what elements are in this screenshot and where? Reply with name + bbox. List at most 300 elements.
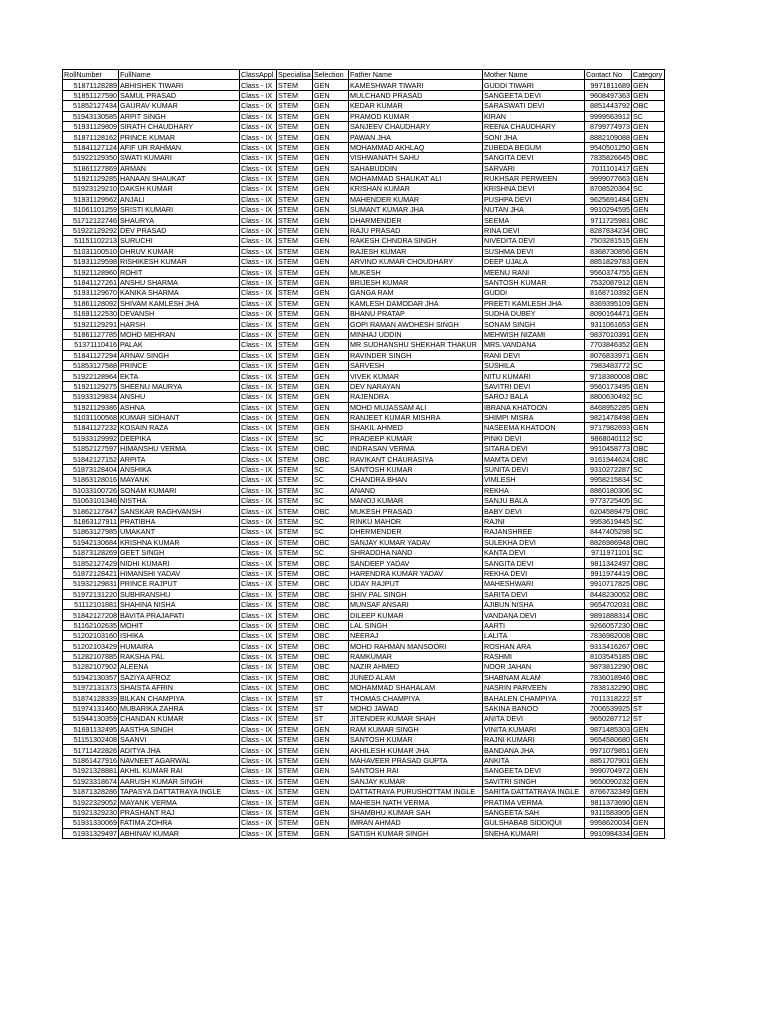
full-name-cell: ARPIT SINGH: [119, 111, 240, 121]
specialisation-cell: STEM: [277, 288, 313, 298]
contact-cell: 8090164471: [585, 308, 632, 318]
selection-cell: SC: [313, 433, 349, 443]
selection-cell: GEN: [313, 101, 349, 111]
table-row: [63, 537, 665, 547]
father-name-cell: SANTOSH KUMAR: [349, 464, 483, 474]
class-cell: Class - IX: [240, 786, 277, 796]
category-cell: OBC: [632, 589, 665, 599]
mother-name-cell: RAJNI KUMARI: [483, 735, 585, 745]
father-name-cell: SATISH KUMAR SINGH: [349, 828, 483, 838]
class-cell: Class - IX: [240, 350, 277, 360]
table-row: [63, 693, 665, 703]
full-name-cell: ANSHU SHARMA: [119, 277, 240, 287]
specialisation-cell: STEM: [277, 683, 313, 693]
class-cell: Class - IX: [240, 662, 277, 672]
father-name-cell: SANJAY KUMAR: [349, 776, 483, 786]
class-cell: Class - IX: [240, 423, 277, 433]
full-name-cell: MAYANK: [119, 475, 240, 485]
father-name-cell: RAM KUMAR SINGH: [349, 724, 483, 734]
full-name-cell: MOHD MEHRAN: [119, 329, 240, 339]
full-name-cell: SHAISTA AFRIN: [119, 683, 240, 693]
roll-number-cell: 51922128964: [63, 371, 119, 381]
table-row: [63, 735, 665, 745]
category-cell: GEN: [632, 277, 665, 287]
selection-cell: GEN: [313, 786, 349, 796]
contact-cell: 8076833971: [585, 350, 632, 360]
father-name-cell: RAVINDER SINGH: [349, 350, 483, 360]
class-cell: Class - IX: [240, 267, 277, 277]
category-cell: SC: [632, 433, 665, 443]
father-name-cell: INDRASAN VERMA: [349, 444, 483, 454]
contact-cell: 8168710392: [585, 288, 632, 298]
mother-name-cell: SUNITA DEVI: [483, 464, 585, 474]
selection-cell: GEN: [313, 776, 349, 786]
category-cell: GEN: [632, 236, 665, 246]
category-cell: OBC: [632, 225, 665, 235]
full-name-cell: ROHIT: [119, 267, 240, 277]
roll-number-cell: 51371110416: [63, 340, 119, 350]
father-name-cell: MAHAVEER PRASAD GUPTA: [349, 755, 483, 765]
father-name-cell: MR SUDHANSHU SHEKHAR THAKUR: [349, 340, 483, 350]
roll-number-cell: 51923318674: [63, 776, 119, 786]
specialisation-cell: STEM: [277, 485, 313, 495]
full-name-cell: HUMAIRA: [119, 641, 240, 651]
specialisation-cell: STEM: [277, 786, 313, 796]
father-name-cell: KEDAR KUMAR: [349, 101, 483, 111]
full-name-cell: GAURAV KUMAR: [119, 101, 240, 111]
contact-cell: 7836018946: [585, 672, 632, 682]
specialisation-cell: STEM: [277, 402, 313, 412]
roll-number-cell: 51202103429: [63, 641, 119, 651]
category-cell: SC: [632, 527, 665, 537]
father-name-cell: VIVEK KUMAR: [349, 371, 483, 381]
category-cell: OBC: [632, 454, 665, 464]
category-cell: GEN: [632, 402, 665, 412]
contact-cell: 8708520364: [585, 184, 632, 194]
father-name-cell: MAHENDER KUMAR: [349, 194, 483, 204]
full-name-cell: ABHISHEK TIWARI: [119, 80, 240, 90]
category-cell: OBC: [632, 558, 665, 568]
table-row: [63, 444, 665, 454]
roll-number-cell: 51151302408: [63, 735, 119, 745]
class-cell: Class - IX: [240, 714, 277, 724]
category-cell: GEN: [632, 766, 665, 776]
specialisation-cell: STEM: [277, 454, 313, 464]
specialisation-cell: STEM: [277, 246, 313, 256]
contact-cell: 9999563912: [585, 111, 632, 121]
selection-cell: OBC: [313, 506, 349, 516]
contact-cell: 9711971101: [585, 547, 632, 557]
table-row: [63, 215, 665, 225]
mother-name-cell: RAJNI: [483, 516, 585, 526]
contact-cell: 9650287712: [585, 714, 632, 724]
full-name-cell: PRATIBHA: [119, 516, 240, 526]
full-name-cell: ALEENA: [119, 662, 240, 672]
mother-name-cell: MEHWISH NIZAMI: [483, 329, 585, 339]
selection-cell: GEN: [313, 194, 349, 204]
class-cell: Class - IX: [240, 464, 277, 474]
roll-number-cell: 51863128016: [63, 475, 119, 485]
selection-cell: OBC: [313, 558, 349, 568]
roll-number-cell: 51931129809: [63, 121, 119, 131]
father-name-cell: SANTOSH KUMAR: [349, 735, 483, 745]
full-name-cell: SHEENU MAURYA: [119, 381, 240, 391]
category-cell: GEN: [632, 828, 665, 838]
class-cell: Class - IX: [240, 475, 277, 485]
table-row: [63, 277, 665, 287]
full-name-cell: MOHIT: [119, 620, 240, 630]
selection-cell: GEN: [313, 371, 349, 381]
selection-cell: GEN: [313, 340, 349, 350]
specialisation-cell: STEM: [277, 568, 313, 578]
table-row: [63, 454, 665, 464]
full-name-cell: HIMANSHU VERMA: [119, 444, 240, 454]
mother-name-cell: AJIBUN NISHA: [483, 599, 585, 609]
table-row: [63, 776, 665, 786]
father-name-cell: SHRADDHA NAND: [349, 547, 483, 557]
father-name-cell: RAMKUMAR: [349, 651, 483, 661]
specialisation-cell: STEM: [277, 412, 313, 422]
mother-name-cell: ROSHAN ARA: [483, 641, 585, 651]
selection-cell: OBC: [313, 672, 349, 682]
father-name-cell: BHANU PRATAP: [349, 308, 483, 318]
roll-number-cell: 51842127152: [63, 454, 119, 464]
table-row: [63, 506, 665, 516]
full-name-cell: SONAM KUMARI: [119, 485, 240, 495]
father-name-cell: RAJU PRASAD: [349, 225, 483, 235]
contact-cell: 9868040112: [585, 433, 632, 443]
class-cell: Class - IX: [240, 236, 277, 246]
class-cell: Class - IX: [240, 392, 277, 402]
category-cell: SC: [632, 184, 665, 194]
contact-cell: 9953619445: [585, 516, 632, 526]
table-row: [63, 298, 665, 308]
class-cell: Class - IX: [240, 90, 277, 100]
specialisation-cell: STEM: [277, 672, 313, 682]
mother-name-cell: PUSHPA DEVI: [483, 194, 585, 204]
selection-cell: GEN: [313, 350, 349, 360]
table-row: [63, 433, 665, 443]
contact-cell: 8882109088: [585, 132, 632, 142]
table-row: [63, 142, 665, 152]
category-cell: GEN: [632, 724, 665, 734]
contact-cell: 8799774973: [585, 121, 632, 131]
selection-cell: OBC: [313, 631, 349, 641]
roll-number-cell: 51061101259: [63, 205, 119, 215]
category-cell: GEN: [632, 142, 665, 152]
class-cell: Class - IX: [240, 620, 277, 630]
selection-cell: GEN: [313, 412, 349, 422]
class-cell: Class - IX: [240, 558, 277, 568]
contact-cell: 8468952285: [585, 402, 632, 412]
mother-name-cell: SARASWATI DEVI: [483, 101, 585, 111]
contact-cell: 9990704972: [585, 766, 632, 776]
roll-number-cell: 51063101346: [63, 496, 119, 506]
category-cell: GEN: [632, 423, 665, 433]
col-category-header: Category: [632, 70, 665, 80]
selection-cell: GEN: [313, 153, 349, 163]
mother-name-cell: REKHA DEVI: [483, 568, 585, 578]
contact-cell: 8766732349: [585, 786, 632, 796]
father-name-cell: SANJEEV CHAUDHARY: [349, 121, 483, 131]
class-cell: Class - IX: [240, 766, 277, 776]
roll-number-cell: 51921128960: [63, 267, 119, 277]
selection-cell: GEN: [313, 80, 349, 90]
selection-cell: GEN: [313, 142, 349, 152]
full-name-cell: DEVANSH: [119, 308, 240, 318]
specialisation-cell: STEM: [277, 392, 313, 402]
specialisation-cell: STEM: [277, 516, 313, 526]
category-cell: GEN: [632, 776, 665, 786]
class-cell: Class - IX: [240, 444, 277, 454]
father-name-cell: SARVESH: [349, 360, 483, 370]
full-name-cell: ARPITA: [119, 454, 240, 464]
table-row: [63, 641, 665, 651]
roll-number-cell: 51863127911: [63, 516, 119, 526]
full-name-cell: ARMAN: [119, 163, 240, 173]
category-cell: GEN: [632, 205, 665, 215]
mother-name-cell: NIVEDITA DEVI: [483, 236, 585, 246]
selection-cell: OBC: [313, 651, 349, 661]
table-row: [63, 111, 665, 121]
table-row: [63, 683, 665, 693]
class-cell: Class - IX: [240, 818, 277, 828]
class-cell: Class - IX: [240, 121, 277, 131]
contact-cell: 9313416267: [585, 641, 632, 651]
father-name-cell: SAHABUDDIN: [349, 163, 483, 173]
specialisation-cell: STEM: [277, 80, 313, 90]
specialisation-cell: STEM: [277, 350, 313, 360]
full-name-cell: SURUCHI: [119, 236, 240, 246]
class-cell: Class - IX: [240, 496, 277, 506]
class-cell: Class - IX: [240, 329, 277, 339]
mother-name-cell: SARVARI: [483, 163, 585, 173]
contact-cell: 9625691484: [585, 194, 632, 204]
contact-cell: 9873812290: [585, 662, 632, 672]
contact-cell: 9958215834: [585, 475, 632, 485]
specialisation-cell: STEM: [277, 641, 313, 651]
contact-cell: 9910717825: [585, 579, 632, 589]
contact-cell: 7011318222: [585, 693, 632, 703]
class-cell: Class - IX: [240, 683, 277, 693]
father-name-cell: DHARMENDER: [349, 215, 483, 225]
table-row: [63, 568, 665, 578]
selection-cell: GEN: [313, 724, 349, 734]
selection-cell: GEN: [313, 308, 349, 318]
selection-cell: GEN: [313, 828, 349, 838]
contact-cell: 8369395109: [585, 298, 632, 308]
roll-number-cell: 51841127261: [63, 277, 119, 287]
table-row: [63, 527, 665, 537]
table-row: [63, 423, 665, 433]
contact-cell: 7503281515: [585, 236, 632, 246]
category-cell: ST: [632, 703, 665, 713]
class-cell: Class - IX: [240, 755, 277, 765]
class-cell: Class - IX: [240, 163, 277, 173]
category-cell: SC: [632, 464, 665, 474]
father-name-cell: LAL SINGH: [349, 620, 483, 630]
mother-name-cell: RUKHSAR PERWEEN: [483, 173, 585, 183]
mother-name-cell: SANGEETA DEVI: [483, 90, 585, 100]
father-name-cell: DHERMENDER: [349, 527, 483, 537]
father-name-cell: SANTOSH RAI: [349, 766, 483, 776]
specialisation-cell: STEM: [277, 589, 313, 599]
specialisation-cell: STEM: [277, 205, 313, 215]
roll-number-cell: 51921329230: [63, 807, 119, 817]
contact-cell: 7838132290: [585, 683, 632, 693]
selection-cell: GEN: [313, 329, 349, 339]
col-rollnumber-header: RollNumber: [63, 70, 119, 80]
table-row: [63, 755, 665, 765]
selection-cell: GEN: [313, 236, 349, 246]
full-name-cell: ANSHIKA: [119, 464, 240, 474]
table-row: [63, 163, 665, 173]
header-row: [63, 70, 665, 80]
contact-cell: 9540501250: [585, 142, 632, 152]
table-row: [63, 786, 665, 796]
category-cell: OBC: [632, 568, 665, 578]
category-cell: OBC: [632, 599, 665, 609]
category-cell: GEN: [632, 163, 665, 173]
class-cell: Class - IX: [240, 703, 277, 713]
specialisation-cell: STEM: [277, 631, 313, 641]
selection-cell: GEN: [313, 225, 349, 235]
selection-cell: OBC: [313, 454, 349, 464]
father-name-cell: MOHAMMAD SHAUKAT ALI: [349, 173, 483, 183]
class-cell: Class - IX: [240, 745, 277, 755]
class-cell: Class - IX: [240, 288, 277, 298]
specialisation-cell: STEM: [277, 444, 313, 454]
mother-name-cell: KANTA DEVI: [483, 547, 585, 557]
class-cell: Class - IX: [240, 142, 277, 152]
selection-cell: GEN: [313, 277, 349, 287]
father-name-cell: PRADEEP KUMAR: [349, 433, 483, 443]
table-row: [63, 194, 665, 204]
category-cell: OBC: [632, 662, 665, 672]
full-name-cell: CHANDAN KUMAR: [119, 714, 240, 724]
table-row: [63, 662, 665, 672]
roll-number-cell: 51863127985: [63, 527, 119, 537]
specialisation-cell: STEM: [277, 797, 313, 807]
father-name-cell: KRISHAN KUMAR: [349, 184, 483, 194]
category-cell: GEN: [632, 121, 665, 131]
selection-cell: OBC: [313, 599, 349, 609]
mother-name-cell: SANTOSH KUMAR: [483, 277, 585, 287]
full-name-cell: HIMANSHI YADAV: [119, 568, 240, 578]
specialisation-cell: STEM: [277, 142, 313, 152]
table-row: [63, 631, 665, 641]
contact-cell: 8851443792: [585, 101, 632, 111]
mother-name-cell: NASRIN PARVEEN: [483, 683, 585, 693]
father-name-cell: RINKU MAHOR: [349, 516, 483, 526]
mother-name-cell: SUDHA DUBEY: [483, 308, 585, 318]
table-row: [63, 818, 665, 828]
father-name-cell: RAKESH CHNDRA SINGH: [349, 236, 483, 246]
selection-cell: GEN: [313, 381, 349, 391]
class-cell: Class - IX: [240, 433, 277, 443]
specialisation-cell: STEM: [277, 662, 313, 672]
roll-number-cell: 51942130357: [63, 672, 119, 682]
selection-cell: GEN: [313, 745, 349, 755]
contact-cell: 9311583905: [585, 807, 632, 817]
mother-name-cell: SAKINA BANOO: [483, 703, 585, 713]
father-name-cell: GOPI RAMAN AWDHESH SINGH: [349, 319, 483, 329]
selection-cell: ST: [313, 703, 349, 713]
roll-number-cell: 51921129291: [63, 319, 119, 329]
table-row: [63, 412, 665, 422]
roll-number-cell: 51861127785: [63, 329, 119, 339]
father-name-cell: ARVIND KUMAR CHOUDHARY: [349, 257, 483, 267]
table-row: [63, 496, 665, 506]
roll-number-cell: 51923129210: [63, 184, 119, 194]
class-cell: Class - IX: [240, 194, 277, 204]
selection-cell: GEN: [313, 267, 349, 277]
specialisation-cell: STEM: [277, 547, 313, 557]
specialisation-cell: STEM: [277, 90, 313, 100]
table-row: [63, 714, 665, 724]
class-cell: Class - IX: [240, 641, 277, 651]
category-cell: GEN: [632, 246, 665, 256]
category-cell: GEN: [632, 288, 665, 298]
full-name-cell: PRINCE: [119, 360, 240, 370]
table-row: [63, 360, 665, 370]
table-row: [63, 90, 665, 100]
mother-name-cell: PRATIMA VERMA: [483, 797, 585, 807]
selection-cell: GEN: [313, 298, 349, 308]
contact-cell: 8860180306: [585, 485, 632, 495]
father-name-cell: IMRAN AHMAD: [349, 818, 483, 828]
selection-cell: GEN: [313, 215, 349, 225]
table-row: [63, 371, 665, 381]
category-cell: ST: [632, 693, 665, 703]
table-row: [63, 381, 665, 391]
roll-number-cell: 51841127124: [63, 142, 119, 152]
full-name-cell: KUMAR SIDHANT: [119, 412, 240, 422]
specialisation-cell: STEM: [277, 319, 313, 329]
category-cell: OBC: [632, 641, 665, 651]
father-name-cell: RAJENDRA: [349, 392, 483, 402]
contact-cell: 9811342497: [585, 558, 632, 568]
category-cell: OBC: [632, 444, 665, 454]
father-name-cell: NEERAJ: [349, 631, 483, 641]
class-cell: Class - IX: [240, 631, 277, 641]
full-name-cell: ANJALI: [119, 194, 240, 204]
specialisation-cell: STEM: [277, 121, 313, 131]
roll-number-cell: 51972131373: [63, 683, 119, 693]
selection-cell: SC: [313, 475, 349, 485]
full-name-cell: EKTA: [119, 371, 240, 381]
mother-name-cell: SONAM SINGH: [483, 319, 585, 329]
full-name-cell: ANSHU: [119, 392, 240, 402]
full-name-cell: TAPASYA DATTATRAYA INGLE: [119, 786, 240, 796]
full-name-cell: FATIMA ZOHRA: [119, 818, 240, 828]
mother-name-cell: SAVITRI SINGH: [483, 776, 585, 786]
father-name-cell: RAVIKANT CHAURASIYA: [349, 454, 483, 464]
table-row: [63, 236, 665, 246]
roll-number-cell: 51841127294: [63, 350, 119, 360]
table-row: [63, 589, 665, 599]
full-name-cell: NISTHA: [119, 496, 240, 506]
selection-cell: OBC: [313, 662, 349, 672]
roll-number-cell: 51691132495: [63, 724, 119, 734]
class-cell: Class - IX: [240, 319, 277, 329]
class-cell: Class - IX: [240, 101, 277, 111]
roll-number-cell: 51974131460: [63, 703, 119, 713]
specialisation-cell: STEM: [277, 818, 313, 828]
contact-cell: 9958620034: [585, 818, 632, 828]
mother-name-cell: SANJU BALA: [483, 496, 585, 506]
contact-cell: 7703846352: [585, 340, 632, 350]
